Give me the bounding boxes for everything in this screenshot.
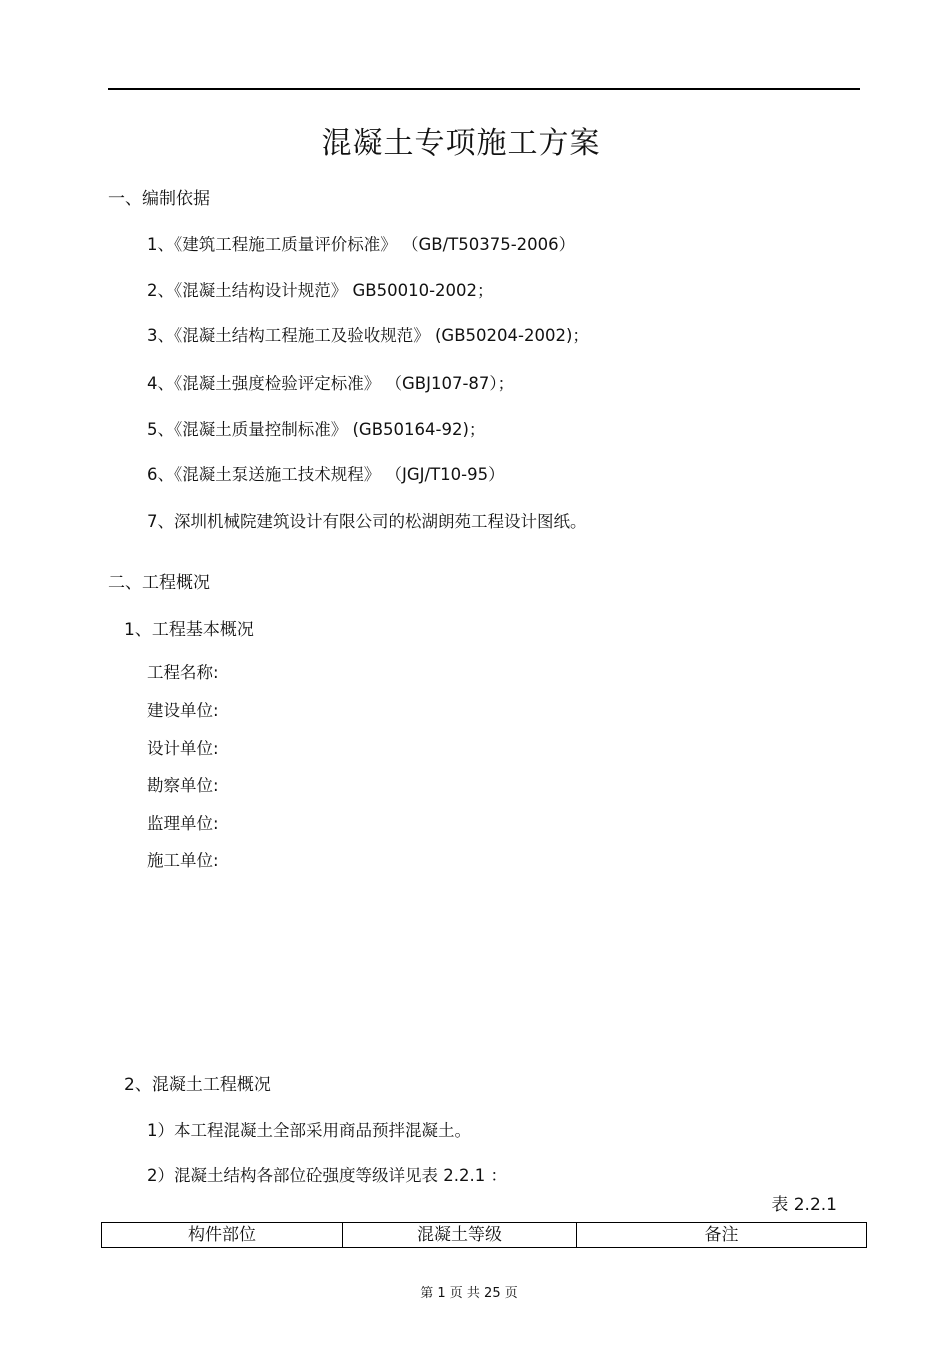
subsection-heading-basic: 1、工程基本概况 [124,620,254,640]
basis-item: 5、《混凝土质量控制标准》 (GB50164-92)； [147,420,486,439]
table-header-row [102,1223,867,1248]
basis-item: 1、《建筑工程施工质量评价标准》 （GB/T50375-2006） [147,235,576,254]
basis-item: 2、《混凝土结构设计规范》 GB50010-2002； [147,281,494,300]
header-rule [108,88,860,90]
basis-item: 7、深圳机械院建筑设计有限公司的松湖朗苑工程设计图纸。 [147,512,587,531]
table-caption: 表 2.2.1 [771,1195,837,1215]
table-header-cell: 构件部位 [102,1223,343,1248]
project-field-name: 工程名称: [147,663,219,682]
concrete-grade-table [101,1222,867,1248]
project-field-designer: 设计单位: [147,739,219,758]
table-header-cell: 备注 [577,1223,867,1248]
project-field-surveyor: 勘察单位: [147,776,219,795]
subsection-heading-concrete: 2、混凝土工程概况 [124,1075,271,1095]
basis-item: 6、《混凝土泵送施工技术规程》 （JGJ/T10-95） [147,465,505,484]
section-heading-basis: 一、编制依据 [108,189,210,209]
basis-item: 3、《混凝土结构工程施工及验收规范》 (GB50204-2002)； [147,326,589,345]
section-heading-overview: 二、工程概况 [108,573,210,593]
concrete-item: 1）本工程混凝土全部采用商品预拌混凝土。 [147,1121,471,1140]
table-header-cell: 混凝土等级 [343,1223,577,1248]
concrete-item: 2）混凝土结构各部位砼强度等级详见表 2.2.1 ： [147,1166,507,1185]
project-field-contractor: 施工单位: [147,851,219,870]
page-footer: 第 1 页 共 25 页 [420,1286,518,1301]
project-field-owner: 建设单位: [147,701,219,720]
document-title: 混凝土专项施工方案 [321,126,601,161]
project-field-supervisor: 监理单位: [147,814,219,833]
basis-item: 4、《混凝土强度检验评定标准》 （GBJ107-87）； [147,374,515,393]
